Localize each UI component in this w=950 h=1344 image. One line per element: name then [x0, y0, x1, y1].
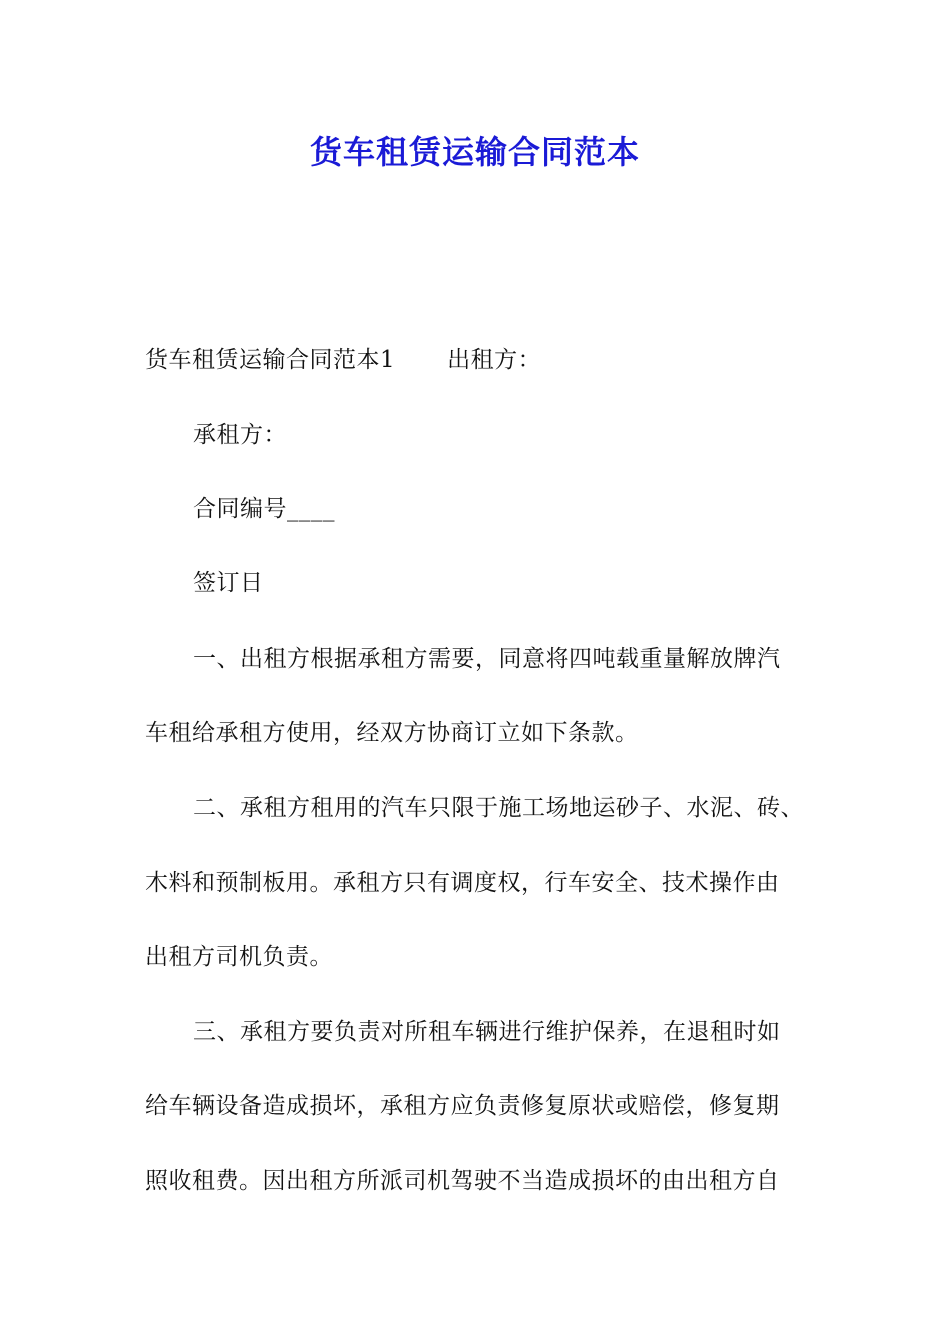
lessee-label: 承租方： — [193, 422, 287, 448]
clause-1-line-2: 车租给承租方使用，经双方协商订立如下条款。 — [145, 720, 639, 746]
clause-3-line-1: 三、承租方要负责对所租车辆进行维护保养，在退租时如 — [193, 1019, 781, 1045]
clause-2-line-3: 出租方司机负责。 — [145, 944, 333, 970]
clause-1-line-1: 一、出租方根据承租方需要，同意将四吨载重量解放牌汽 — [193, 646, 781, 672]
clause-2-line-2: 木料和预制板用。承租方只有调度权，行车安全、技术操作由 — [145, 870, 780, 896]
signing-date-label: 签订日 — [193, 570, 264, 596]
clause-2-line-1: 二、承租方租用的汽车只限于施工场地运砂子、水泥、砖、 — [193, 795, 804, 821]
clause-3-line-2: 给车辆设备造成损坏，承租方应负责修复原状或赔偿，修复期 — [145, 1093, 780, 1119]
clause-3-line-3: 照收租费。因出租方所派司机驾驶不当造成损坏的由出租方自 — [145, 1168, 780, 1194]
contract-heading: 货车租赁运输合同范本1 — [145, 347, 396, 373]
lessor-label: 出租方： — [447, 347, 542, 373]
contract-number-label: 合同编号____ — [193, 496, 335, 522]
document-title: 货车租赁运输合同范本 — [309, 133, 640, 171]
header-line — [145, 343, 835, 377]
